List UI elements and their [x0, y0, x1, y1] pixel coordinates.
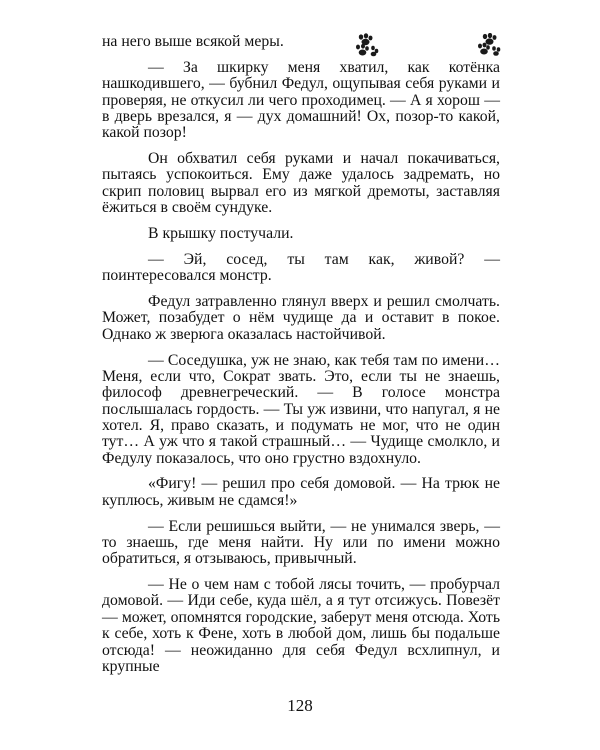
paragraph: «Фигу! — решил про себя домовой. — На трюк не куплюсь, живым не сдамся!» [102, 475, 500, 509]
page-number: 128 [287, 696, 313, 715]
paragraph: Федул затравленно глянул вверх и решил смолчать. Может, позабудет о нём чудище да и оставит в покое. Однако ж зверюга оказалась настойчивой. [102, 292, 500, 343]
paragraph: Он обхватил себя руками и начал покачиваться, пытаясь успокоиться. Ему даже удалось задремать, но скрип половиц вырвал его из мягкой дремоты, заставляя ёжиться в своём сундуке. [102, 150, 500, 217]
paragraph: — Эй, сосед, ты там как, живой? — поинтересовался монстр. [102, 250, 500, 285]
paragraph: на него выше всякой меры. [102, 33, 284, 50]
paragraph: — Если решишься выйти, — не унимался зверь, — то знаешь, где меня найти. Ну или по имени можно обратиться, я отзываюсь, привычный. [102, 517, 500, 568]
paragraph: — Не о чем нам с тобой лясы точить, — пробурчал домовой. — Иди себе, куда шёл, а я тут отсижусь. Повезёт — может, опомнятся городские, заберут меня отсюда. Хоть к себе, хоть к Фене, хоть в любой дом, лишь бы подальше отсюда! — неожиданно для себя Федул всхлипнул, и крупные [102, 576, 500, 675]
paragraph: — Соседушка, уж не знаю, как тебя там по имени… Меня, если что, Сократ звать. Это, если ты не знаешь, философ древнегреческий. — В голосе монстра послышалась гордость. — Ты уж извини, что напугал, я не хотел. Я, право сказать, и подумать не мог, что не один тут… А уж что я такой страшный… — Чудище смолкло, и Федулу показалось, что оно грустно вздохнуло. [102, 351, 500, 467]
body-text [102, 34, 500, 685]
paragraph: В крышку постучали. [148, 224, 294, 242]
paragraph: — За шкирку меня хватил, как котёнка нашкодившего, — бубнил Федул, ощупывая себя руками и проверяя, не откусил ли чего проходимец. — А я хорош — в дверь врезался, я — дух домашний! Ох, позор-то какой, какой позор! [102, 58, 500, 142]
